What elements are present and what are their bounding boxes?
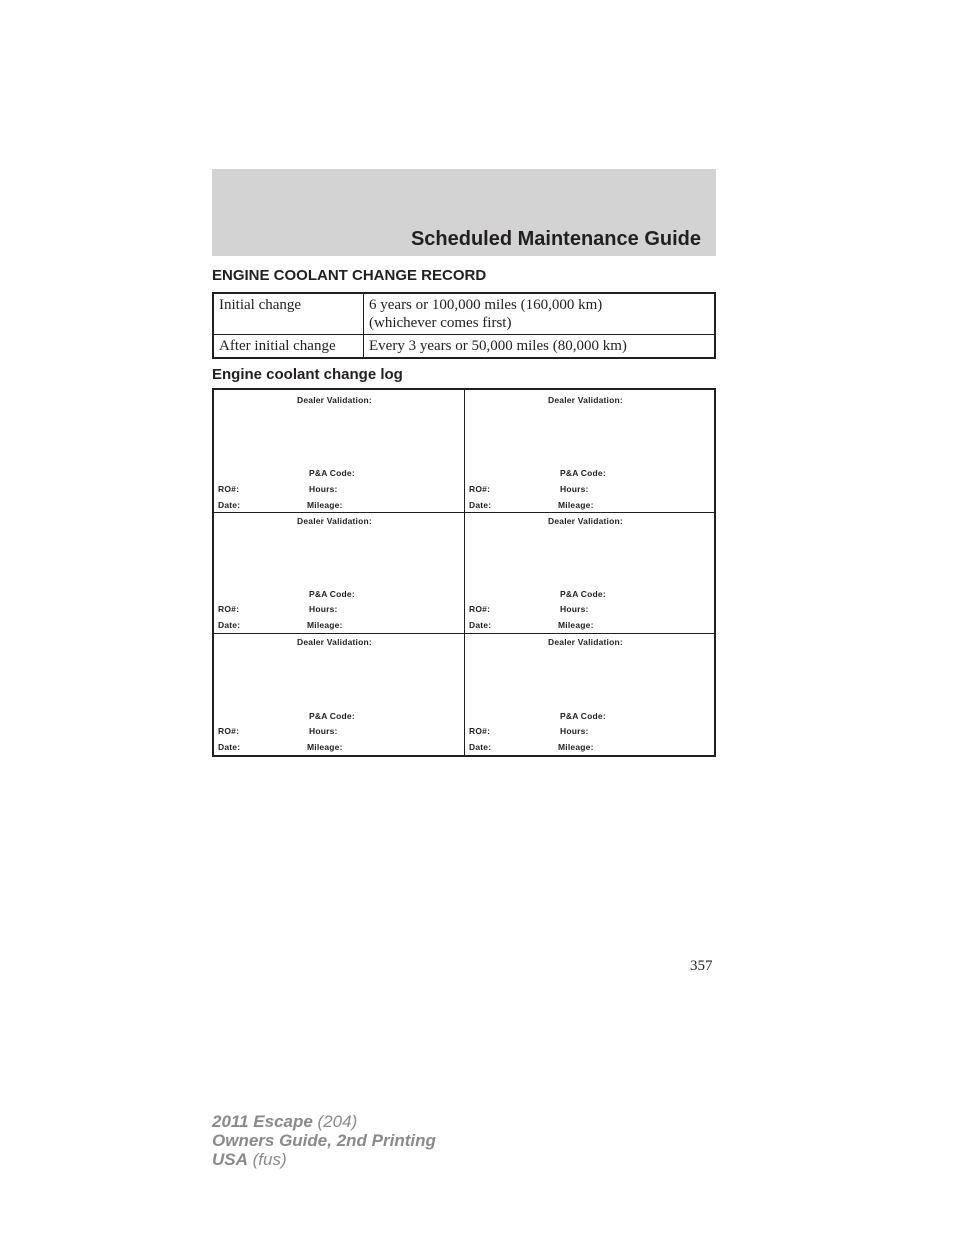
coolant-record-table xyxy=(212,292,716,359)
change-log-grid xyxy=(212,388,716,757)
record-value-initial xyxy=(364,293,716,335)
ro-label: RO#: xyxy=(218,726,240,736)
mileage-label: Mileage: xyxy=(558,620,594,630)
footer-line-3 xyxy=(212,1150,436,1169)
coolant-record-heading: ENGINE COOLANT CHANGE RECORD xyxy=(212,267,487,284)
table-row xyxy=(213,293,715,335)
page-title: Scheduled Maintenance Guide xyxy=(410,228,701,250)
date-label: Date: xyxy=(469,742,492,752)
hours-label: Hours: xyxy=(560,604,589,614)
date-label: Date: xyxy=(469,500,492,510)
pa-code-label: P&A Code: xyxy=(309,589,355,599)
footer-model: 2011 Escape xyxy=(212,1112,313,1131)
pa-code-label: P&A Code: xyxy=(560,468,606,478)
hours-label: Hours: xyxy=(309,726,338,736)
record-value-after: Every 3 years or 50,000 miles (80,000 km) xyxy=(364,335,716,359)
change-log-heading: Engine coolant change log xyxy=(212,366,403,383)
log-entry-1 xyxy=(214,390,465,513)
date-label: Date: xyxy=(218,500,241,510)
mileage-label: Mileage: xyxy=(307,742,343,752)
ro-label: RO#: xyxy=(469,604,491,614)
mileage-label: Mileage: xyxy=(558,500,594,510)
log-entry-3 xyxy=(214,513,465,634)
date-label: Date: xyxy=(218,742,241,752)
record-label-after: After initial change xyxy=(213,335,364,359)
pa-code-label: P&A Code: xyxy=(560,711,606,721)
footer-line-1 xyxy=(212,1112,436,1131)
pa-code-label: P&A Code: xyxy=(309,468,355,478)
log-entry-6 xyxy=(465,634,714,755)
dealer-validation-label: Dealer Validation: xyxy=(548,516,623,526)
pa-code-label: P&A Code: xyxy=(560,589,606,599)
date-label: Date: xyxy=(218,620,241,630)
footer-line-2 xyxy=(212,1131,436,1150)
record-label-initial: Initial change xyxy=(213,293,364,335)
mileage-label: Mileage: xyxy=(307,500,343,510)
record-value-initial-line2: (whichever comes first) xyxy=(369,315,512,331)
hours-label: Hours: xyxy=(309,604,338,614)
dealer-validation-label: Dealer Validation: xyxy=(297,516,372,526)
document-footer xyxy=(212,1112,436,1169)
pa-code-label: P&A Code: xyxy=(309,711,355,721)
ro-label: RO#: xyxy=(218,484,240,494)
dealer-validation-label: Dealer Validation: xyxy=(548,637,623,647)
footer-model-code: (204) xyxy=(312,1112,358,1131)
hours-label: Hours: xyxy=(309,484,338,494)
record-value-initial-line1: 6 years or 100,000 miles (160,000 km) xyxy=(369,297,603,313)
log-entry-5 xyxy=(214,634,465,755)
table-row xyxy=(213,335,715,359)
dealer-validation-label: Dealer Validation: xyxy=(297,637,372,647)
hours-label: Hours: xyxy=(560,484,589,494)
ro-label: RO#: xyxy=(469,726,491,736)
date-label: Date: xyxy=(469,620,492,630)
header-band xyxy=(212,169,716,256)
page-number: 357 xyxy=(690,958,713,974)
ro-label: RO#: xyxy=(469,484,491,494)
dealer-validation-label: Dealer Validation: xyxy=(548,395,623,405)
dealer-validation-label: Dealer Validation: xyxy=(297,395,372,405)
log-entry-2 xyxy=(465,390,714,513)
footer-market: USA xyxy=(212,1150,248,1169)
footer-market-code: (fus) xyxy=(247,1150,287,1169)
hours-label: Hours: xyxy=(560,726,589,736)
ro-label: RO#: xyxy=(218,604,240,614)
log-entry-4 xyxy=(465,513,714,634)
mileage-label: Mileage: xyxy=(558,742,594,752)
footer-guide: Owners Guide, 2nd Printing xyxy=(212,1131,436,1150)
mileage-label: Mileage: xyxy=(307,620,343,630)
